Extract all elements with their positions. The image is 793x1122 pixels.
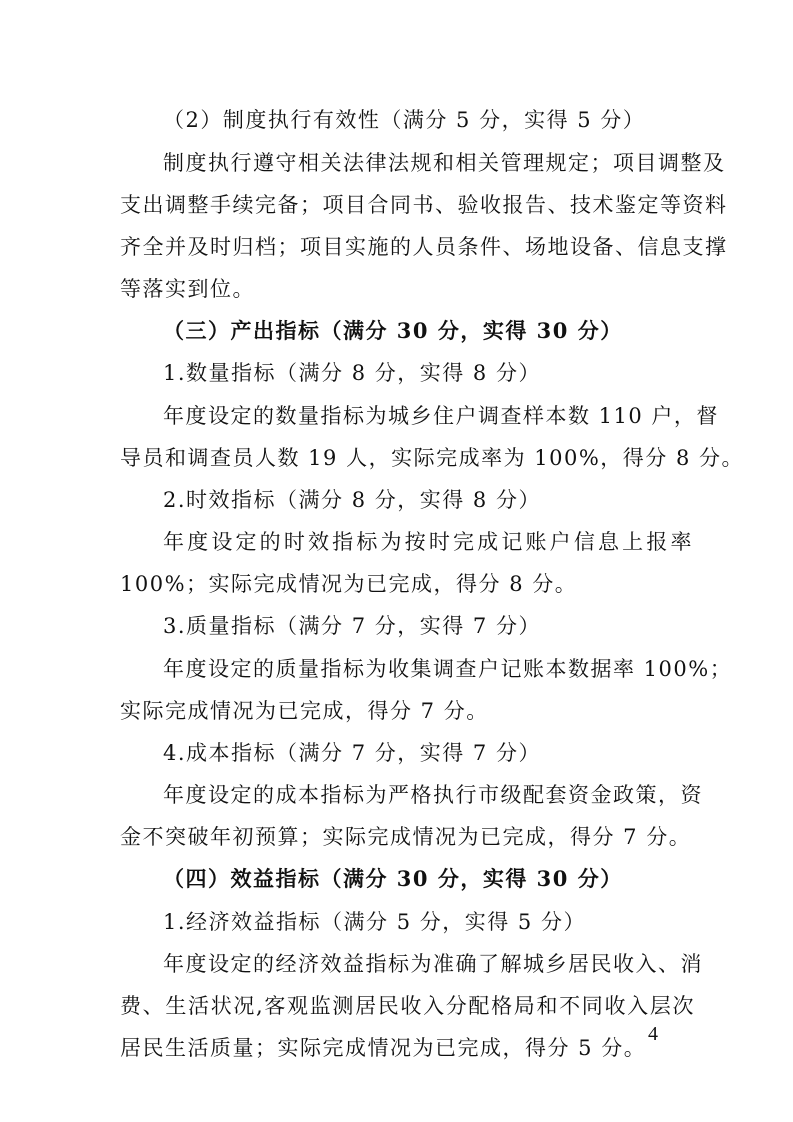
- page-number: 4: [648, 1023, 658, 1045]
- subheading-economic-benefit: 1.经济效益指标（满分 5 分，实得 5 分）: [163, 910, 586, 934]
- paragraph-line: 制度执行遵守相关法律法规和相关管理规定；项目调整及: [163, 151, 726, 175]
- paragraph-line: 金不突破年初预算；实际完成情况为已完成，得分 7 分。: [120, 825, 692, 849]
- paragraph-line: 100%；实际完成情况为已完成，得分 8 分。: [120, 572, 578, 596]
- paragraph-line: 居民生活质量；实际完成情况为已完成，得分 5 分。: [120, 1036, 647, 1060]
- paragraph-line: 年度设定的成本指标为严格执行市级配套资金政策，资: [163, 783, 703, 807]
- paragraph-line: 年度设定的经济效益指标为准确了解城乡居民收入、消: [163, 952, 703, 976]
- paragraph-line: 年度设定的质量指标为收集调查户记账本数据率 100%；: [163, 657, 733, 681]
- paragraph-line: 齐全并及时归档；项目实施的人员条件、场地设备、信息支撑: [120, 235, 728, 259]
- section-heading-benefit: （四）效益指标（满分 30 分，实得 30 分）: [163, 866, 623, 891]
- paragraph-line: 实际完成情况为已完成，得分 7 分。: [120, 699, 489, 723]
- subheading-cost: 4.成本指标（满分 7 分，实得 7 分）: [163, 741, 541, 765]
- paragraph-line: 支出调整手续完备；项目合同书、验收报告、技术鉴定等资料: [120, 193, 728, 217]
- subheading-quality: 3.质量指标（满分 7 分，实得 7 分）: [163, 614, 541, 638]
- subheading-system-execution: （2）制度执行有效性（满分 5 分，实得 5 分）: [163, 108, 646, 132]
- subheading-timeliness: 2.时效指标（满分 8 分，实得 8 分）: [163, 488, 541, 512]
- paragraph-line: 年度设定的时效指标为按时完成记账户信息上报率: [163, 530, 693, 554]
- subheading-quantity: 1.数量指标（满分 8 分，实得 8 分）: [163, 361, 541, 385]
- paragraph-line: 费、生活状况,客观监测居民收入分配格局和不同收入层次: [120, 994, 695, 1018]
- section-heading-output: （三）产出指标（满分 30 分，实得 30 分）: [163, 318, 623, 343]
- paragraph-line: 年度设定的数量指标为城乡住户调查样本数 110 户，督: [163, 404, 719, 428]
- paragraph-line: 导员和调查员人数 19 人，实际完成率为 100%，得分 8 分。: [120, 446, 744, 470]
- paragraph-line: 等落实到位。: [120, 277, 255, 301]
